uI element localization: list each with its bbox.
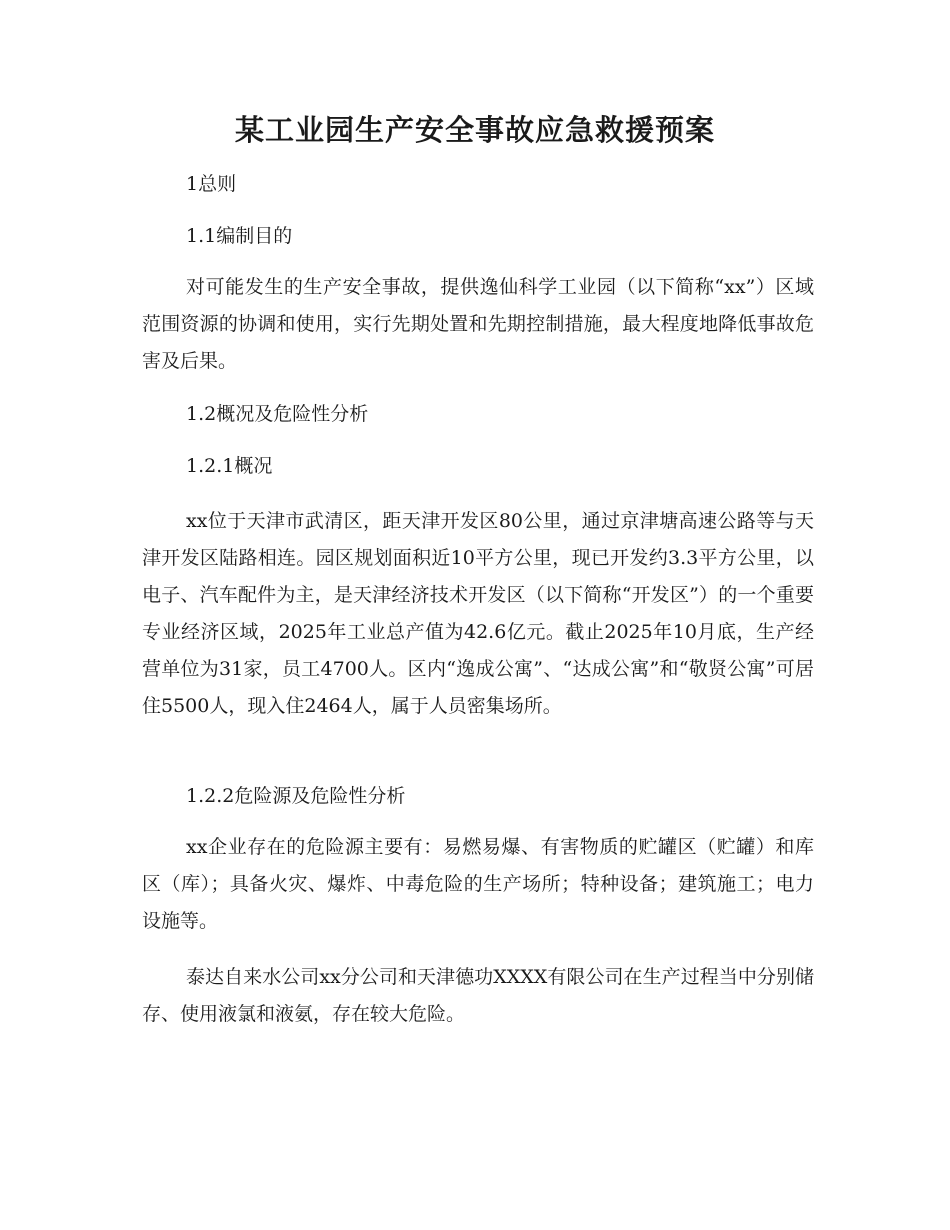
paragraph-purpose: 对可能发生的生产安全事故，提供逸仙科学工业园（以下简称“xx”）区域范围资源的协调和使用，实行先期处置和先期控制措施，最大程度地降低事故危害及后果。	[142, 276, 814, 372]
section-heading-overview-analysis: 1.2概况及危险性分析	[186, 403, 369, 425]
section-heading-overview: 1.2.1概况	[186, 455, 273, 477]
paragraph-companies: 泰达自来水公司xx分公司和天津德功XXXX有限公司在生产过程当中分别储存、使用液氯和液氨，存在较大危险。	[142, 966, 814, 1025]
paragraph-hazards: xx企业存在的危险源主要有：易燃易爆、有害物质的贮罐区（贮罐）和库区（库）；具备火灾、爆炸、中毒危险的生产场所；特种设备；建筑施工；电力设施等。	[142, 836, 814, 932]
section-heading-general: 1总则	[186, 173, 237, 195]
section-heading-purpose: 1.1编制目的	[186, 225, 293, 247]
paragraph-overview: xx位于天津市武清区，距天津开发区80公里，通过京津塘高速公路等与天津开发区陆路相连。园区规划面积近10平方公里，现已开发约3.3平方公里，以电子、汽车配件为主，是天津经济技术开发区（以下简称“开发区”）的一个重要专业经济区域，2025年工业总产值为42.6亿元。截止2025年10月底，生产经营单位为31家，员工4700人。区内“逸成公寓”、“达成公寓”和“敬贤公寓”可居住5500人，现入住2464人，属于人员密集场所。	[142, 510, 814, 717]
section-heading-hazards: 1.2.2危险源及危险性分析	[186, 785, 406, 807]
document-title: 某工业园生产安全事故应急救援预案	[234, 113, 715, 147]
